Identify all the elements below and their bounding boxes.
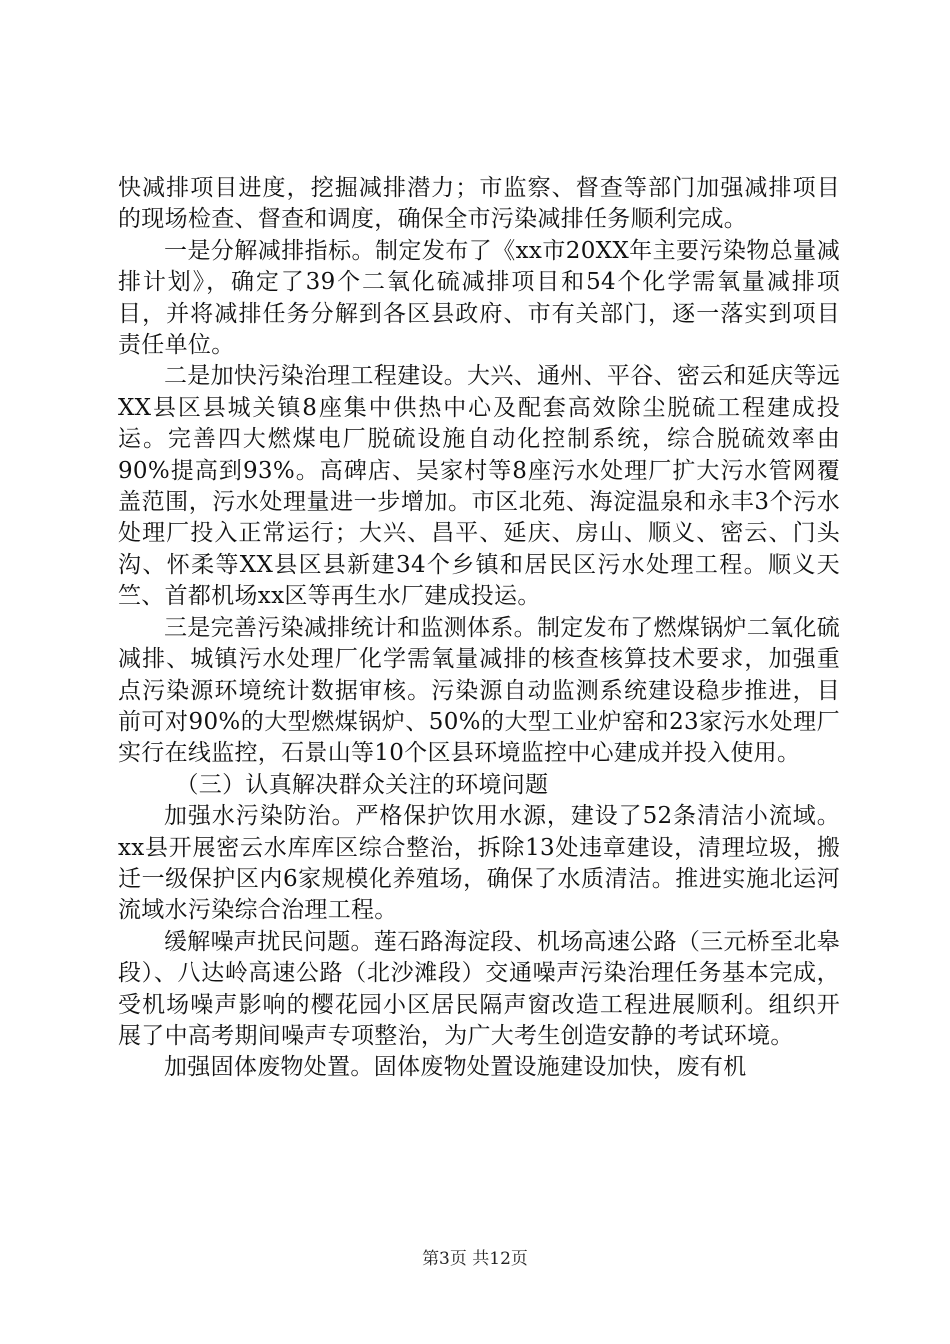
- paragraph-solid-waste: 加强固体废物处置。固体废物处置设施建设加快，废有机: [164, 1054, 747, 1081]
- document-body: [118, 173, 840, 1084]
- paragraph-noise: 缓解噪声扰民问题。莲石路海淀段、机场高速公路（三元桥至北皋段）、八达岭高速公路（北沙滩段）交通噪声污染治理任务基本完成，受机场噪声影响的樱花园小区居民隔声窗改造工程进展顺利。组织开展了中高考期间噪声专项整治，为广大考生创造安静的考试环境。: [118, 928, 840, 1049]
- paragraph-water-pollution: 加强水污染防治。严格保护饮用水源，建设了52条清洁小流域。xx县开展密云水库库区综合整治，拆除13处违章建设，清理垃圾，搬迁一级保护区内6家规模化养殖场，确保了水质清洁。推进实施北运河流域水污染综合治理工程。: [118, 803, 840, 924]
- section-heading: （三）认真解决群众关注的环境问题: [175, 771, 549, 798]
- paragraph-continued: 快减排项目进度，挖掘减排潜力；市监察、督查等部门加强减排项目的现场检查、督查和调度，确保全市污染减排任务顺利完成。: [118, 175, 840, 233]
- page-number-footer: 第3页 共12页: [422, 1249, 528, 1269]
- paragraph-item-one: 一是分解减排指标。制定发布了《xx市20XX年主要污染物总量减排计划》，确定了39个二氧化硫减排项目和54个化学需氧量减排项目，并将减排任务分解到各区县政府、市有关部门，逐一落实到项目责任单位。: [118, 237, 840, 359]
- paragraph-item-three: 三是完善污染减排统计和监测体系。制定发布了燃煤锅炉二氧化硫减排、城镇污水处理厂化学需氧量减排的核查核算技术要求，加强重点污染源环境统计数据审核。污染源自动监测系统建设稳步推进，目前可对90%的大型燃煤锅炉、50%的大型工业炉窑和23家污水处理厂实行在线监控，石景山等10个区县环境监控中心建成并投入使用。: [118, 614, 840, 767]
- paragraph-item-two: 二是加快污染治理工程建设。大兴、通州、平谷、密云和延庆等远XX县区县城关镇8座集中供热中心及配套高效除尘脱硫工程建成投运。完善四大燃煤电厂脱硫设施自动化控制系统，综合脱硫效率由90%提高到93%。高碑店、吴家村等8座污水处理厂扩大污水管网覆盖范围，污水处理量进一步增加。市区北苑、海淀温泉和永丰3个污水处理厂投入正常运行；大兴、昌平、延庆、房山、顺义、密云、门头沟、怀柔等XX县区县新建34个乡镇和居民区污水处理工程。顺义天竺、首都机场xx区等再生水厂建成投运。: [118, 363, 840, 610]
